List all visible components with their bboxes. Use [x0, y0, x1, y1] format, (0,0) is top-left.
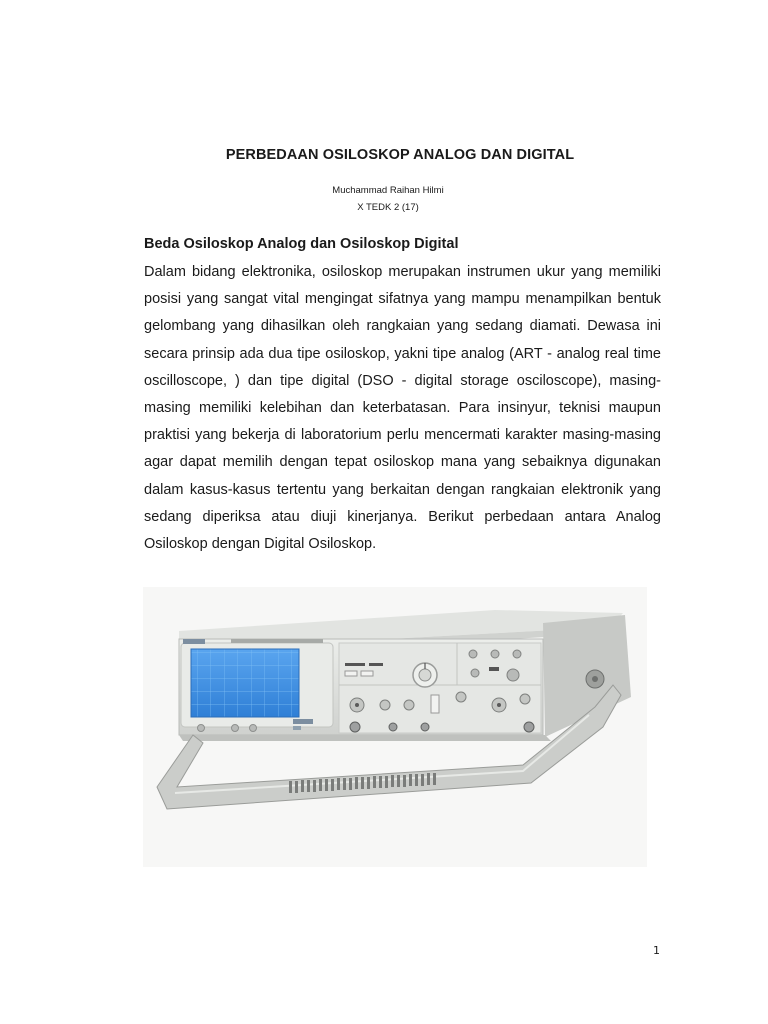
oscilloscope-figure [143, 587, 647, 867]
base-plate [179, 735, 551, 741]
ch1-input-connector [350, 722, 360, 732]
section-heading: Beda Osiloskop Analog dan Osiloskop Digital [144, 236, 459, 252]
screen-graticule [191, 649, 299, 717]
ch2-input-connector [524, 722, 534, 732]
document-title: PERBEDAAN OSILOSKOP ANALOG DAN DIGITAL [225, 147, 575, 163]
control-panel [339, 643, 541, 733]
oscilloscope-illustration [143, 587, 647, 867]
class-info: X TEDK 2 (17) [357, 202, 419, 213]
power-knob [198, 725, 205, 732]
page-number: 1 [653, 944, 660, 957]
author-name: Muchammad Raihan Hilmi [332, 185, 444, 196]
body-paragraph: Dalam bidang elektronika, osiloskop merupakan instrumen ukur yang memiliki posisi yang sangat vital mengingat sifatnya yang mampu menampilkan bentuk gelombang yang dihasilkan oleh rangkaian yang sedang diamati. Dewasa ini secara prinsip ada dua tipe osiloskop, yakni tipe analog (ART - analog real time oscilloscope, ) dan tipe digital (DSO - digital storage osciloscope), masing-masing memiliki kelebihan dan keterbatasan. Para insinyur, teknisi maupun praktisi yang bekerja di laboratorium perlu mencermati karakter masing-masing agar dapat memilih dengan tepat osiloskop mana yang sebaiknya digunakan dalam kasus-kasus tertentu yang berkaitan dengan rangkaian elektronik yang sedang diperiksa atau diuji kinerjanya. Berikut perbedaan antara Analog Osiloskop dengan Digital Osiloskop. [144, 264, 661, 553]
